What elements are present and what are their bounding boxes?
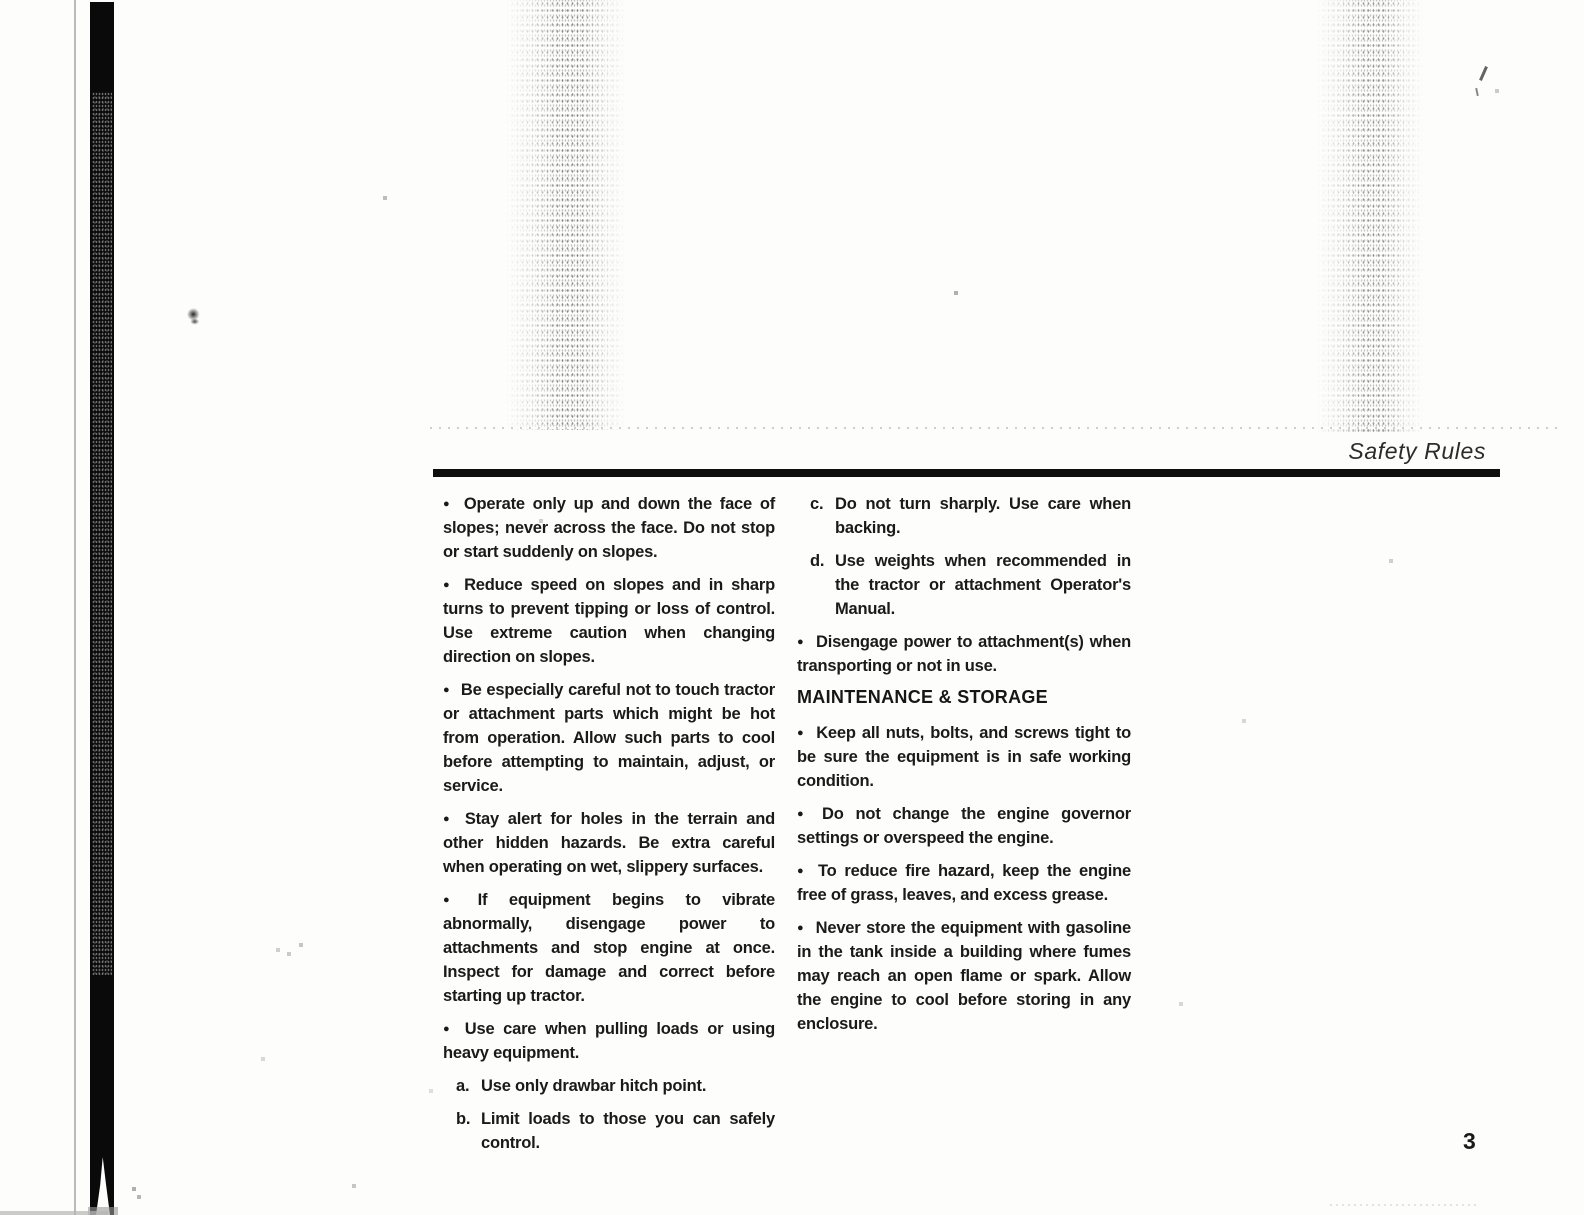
bullet-icon: ● [797,865,807,877]
bullet-rule-item [443,888,775,1008]
item-text: Limit loads to those you can safely control. [481,1110,775,1152]
item-text: Use care when pulling loads or using heavy equipment. [443,1020,775,1062]
bullet-rule-item [443,678,775,798]
header-rule [433,469,1500,477]
lettered-rule-item [456,1107,775,1155]
page-title: Safety Rules [1348,438,1486,464]
item-text: Reduce speed on slopes and in sharp turns to prevent tipping or loss of control. Use extreme caution when changing direction on slopes. [443,576,775,666]
item-text: Do not turn sharply. Use care when backing. [835,495,1131,537]
scan-bottom-edge [0,1211,108,1215]
scan-tick-mark [1475,88,1479,96]
scan-noise-bottom [1328,1203,1478,1208]
item-letter: b. [456,1110,471,1128]
item-text: Disengage power to attachment(s) when transporting or not in use. [797,633,1131,675]
bullet-icon: ● [797,922,805,934]
item-text: Do not change the engine governor settings or overspeed the engine. [797,805,1131,847]
bullet-icon: ● [443,579,454,591]
bullet-icon: ● [797,727,806,739]
left-column [443,492,775,1164]
bullet-icon: ● [443,498,453,510]
item-text: Operate only up and down the face of slopes; never across the face. Do not stop or start suddenly on slopes. [443,495,776,561]
bullet-icon: ● [797,808,812,820]
item-text: To reduce fire hazard, keep the engine free of grass, leaves, and excess grease. [797,862,1131,904]
item-text: Use only drawbar hitch point. [481,1077,707,1095]
item-text: Never store the equipment with gasoline in the tank inside a building where fumes may reach an open flame or spark. Allow the engine to cool before storing in any enclosure. [797,919,1131,1033]
ink-smudge-artifact [187,308,201,326]
bullet-rule-item [797,630,1131,678]
page-edge-line [74,0,76,1215]
scan-tick-mark [1479,66,1488,81]
lettered-rule-item [456,1074,775,1098]
section-heading: MAINTENANCE & STORAGE [797,687,1048,707]
right-column [797,492,1131,1045]
bullet-icon: ● [443,813,454,825]
bullet-icon: ● [443,684,450,696]
page-number: 3 [1463,1128,1476,1154]
bullet-rule-item [443,1017,775,1065]
lettered-rule-item [810,549,1131,621]
scan-speckles [0,0,2,2]
item-letter: c. [810,495,824,513]
bullet-icon: ● [443,1023,454,1035]
scan-noise-band-right [1316,0,1424,434]
item-text: Be especially careful not to touch tractor or attachment parts which might be hot from operation. Allow such parts to cool before attempting to maintain, adjust, or service. [443,681,775,795]
scan-noise-band-left [505,0,627,430]
bullet-icon: ● [443,894,467,906]
bullet-rule-item [797,859,1131,907]
item-text: Use weights when recommended in the tractor or attachment Operator's Manual. [835,552,1131,618]
item-letter: a. [456,1077,470,1095]
item-text: If equipment begins to vibrate abnormally, disengage power to attachments and stop engine at once. Inspect for damage and correct before starting up tractor. [443,891,775,1005]
bullet-rule-item [797,916,1131,1036]
scan-dotted-line [430,427,1564,429]
bullet-rule-item [797,802,1131,850]
lettered-rule-item [810,492,1131,540]
bullet-rule-item [443,492,775,564]
bullet-rule-item [797,721,1131,793]
item-text: Stay alert for holes in the terrain and other hidden hazards. Be extra careful when operating on wet, slippery surfaces. [443,810,776,876]
binding-spine-bar [90,2,114,1215]
item-letter: d. [810,552,825,570]
bullet-rule-item [443,807,775,879]
bullet-icon: ● [797,636,805,648]
item-text: Keep all nuts, bolts, and screws tight to be sure the equipment is in safe working condition. [797,724,1132,790]
bullet-rule-item [443,573,775,669]
